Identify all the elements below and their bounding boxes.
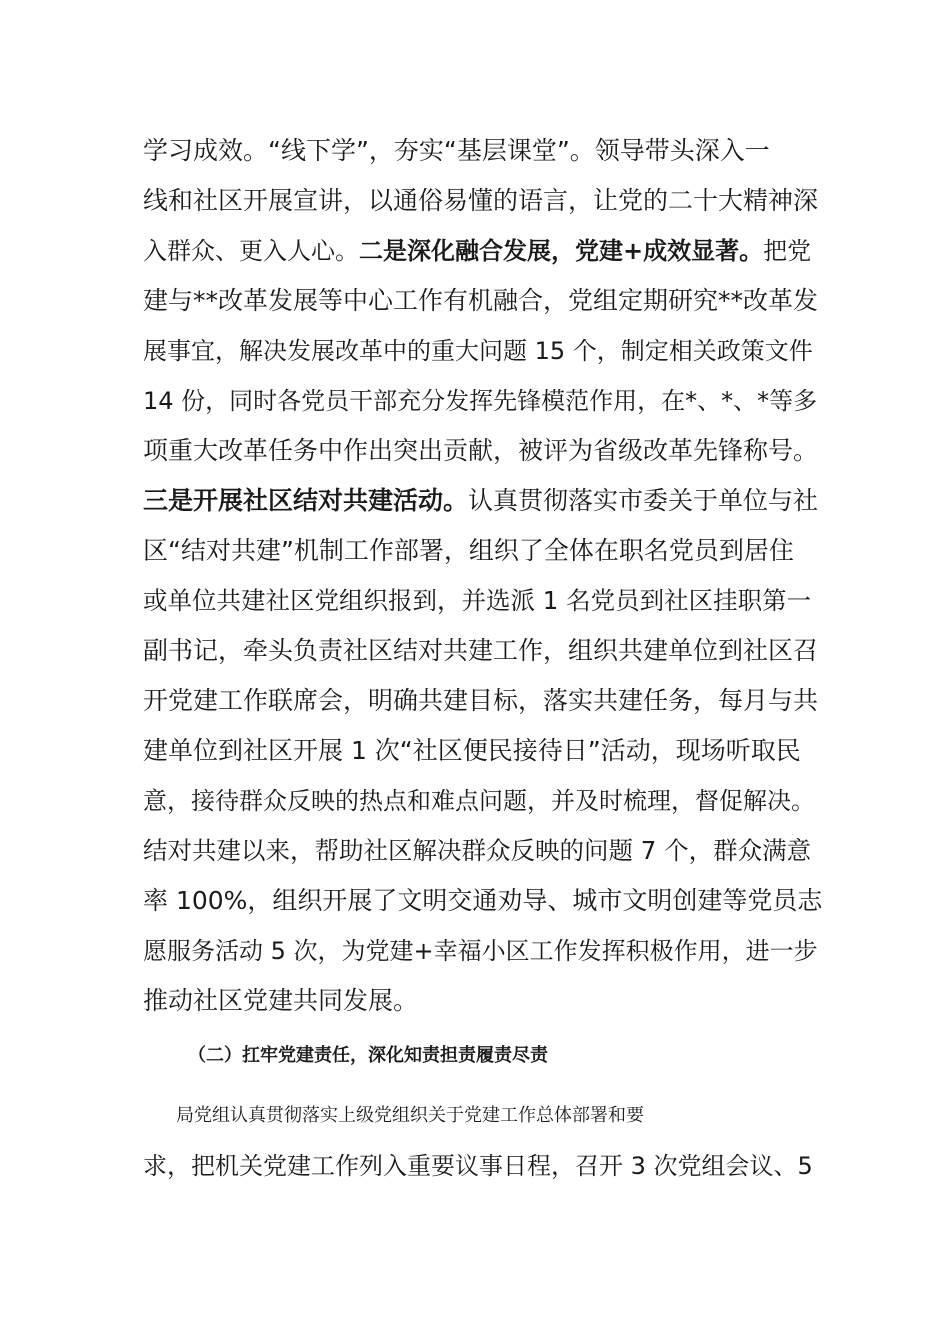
- bold-heading: 三是开展社区结对共建活动。: [143, 486, 469, 515]
- section-heading-text: （二）扛牢党建责任，深化知责担责履责尽责: [188, 1045, 548, 1066]
- text-line: 求，把机关党建工作列入重要议事日程，召开 3 次党组会议、5: [143, 1152, 813, 1180]
- text-line: 愿服务活动 5 次，为党建+幸福小区工作发挥积极作用，进一步: [143, 937, 818, 965]
- text-line: 率 100%，组织开展了文明交通劝导、城市文明创建等党员志: [143, 886, 823, 915]
- bold-heading: 二是深化融合发展，党建+成效显著。: [359, 237, 764, 265]
- text-line: 开党建工作联席会，明确共建目标，落实共建任务，每月与共: [143, 686, 819, 715]
- text-line: 或单位共建社区党组织报到，并选派 1 名党员到社区挂职第一: [143, 586, 812, 615]
- text-line: 三是开展社区结对共建活动。认真贯彻落实市委关于单位与社: [143, 486, 819, 515]
- text-line: 局党组认真贯彻落实上级党组织关于党建工作总体部署和要: [176, 1105, 644, 1126]
- text-line: 意，接待群众反映的热点和难点问题，并及时梳理，督促解决。: [143, 787, 815, 815]
- text-line: 建与**改革发展等中心工作有机融合，党组定期研究**改革发: [143, 286, 819, 315]
- text-line: 入群众、更入人心。二是深化融合发展，党建+成效显著。把党: [143, 237, 812, 265]
- text-line: 14 份，同时各党员干部充分发挥先锋模范作用，在*、*、*等多: [143, 387, 818, 415]
- text-line: 项重大改革任务中作出突出贡献，被评为省级改革先锋称号。: [143, 436, 819, 465]
- text-line: 区“结对共建”机制工作部署，组织了全体在职名党员到居住: [143, 536, 794, 565]
- text-line: 展事宜，解决发展改革中的重大问题 15 个，制定相关政策文件: [143, 337, 813, 365]
- text-line: 学习成效。“线下学”，夯实“基层课堂”。领导带头深入一: [143, 136, 770, 165]
- text-line: 建单位到社区开展 1 次“社区便民接待日”活动，现场听取民: [143, 736, 801, 765]
- text-line: 结对共建以来，帮助社区解决群众反映的问题 7 个，群众满意: [143, 836, 812, 865]
- section-heading: [188, 1041, 868, 1071]
- text-line: 线和社区开展宣讲，以通俗易懂的语言，让党的二十大精神深: [143, 186, 819, 215]
- text-line: 副书记，牵头负责社区结对共建工作，组织共建单位到社区召: [143, 636, 819, 665]
- text-line: 推动社区党建共同发展。: [143, 986, 419, 1015]
